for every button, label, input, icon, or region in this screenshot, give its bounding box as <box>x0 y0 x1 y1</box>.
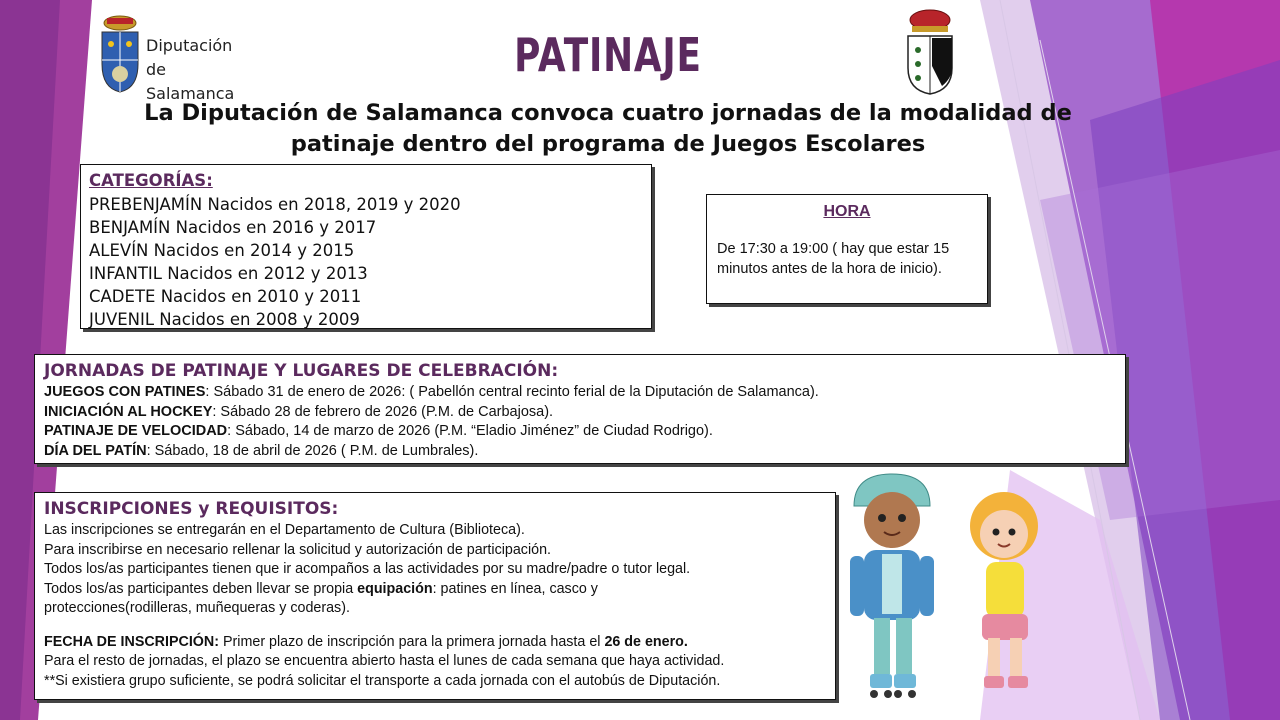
boy-skater-icon <box>850 474 934 698</box>
event-detail: : Sábado, 14 de marzo de 2026 (P.M. “Eladio Jiménez” de Ciudad Rodrigo). <box>227 423 713 439</box>
subtitle-line2: patinaje dentro del programa de Juegos Escolares <box>290 131 926 157</box>
registration-line: Para el resto de jornadas, el plazo se encuentra abierto hasta el lunes de cada semana que haya actividad. <box>44 653 725 669</box>
registration-text: : patines en línea, casco y <box>432 580 598 597</box>
category-item: BENJAMÍN Nacidos en 2016 y 2017 <box>89 218 377 237</box>
schedule-text <box>717 239 977 279</box>
event-item <box>44 403 1116 423</box>
registration-bold-text: equipación <box>357 580 433 597</box>
registration-line: Las inscripciones se entregarán en el Departamento de Cultura (Biblioteca). <box>44 522 525 538</box>
event-name: INICIACIÓN AL HOCKEY <box>44 403 213 420</box>
events-box <box>34 354 1126 464</box>
event-item <box>44 442 1116 462</box>
registration-text: Todos los/as participantes deben llevar se propia <box>44 580 358 597</box>
schedule-box <box>706 194 988 304</box>
events-heading: JORNADAS DE PATINAJE Y LUGARES DE CELEBRACIÓN: <box>44 361 559 381</box>
org-name-line1: Diputación <box>146 36 233 55</box>
event-name: JUEGOS CON PATINES <box>44 384 206 400</box>
category-item: JUVENIL Nacidos en 2008 y 2009 <box>89 310 360 329</box>
registration-line: protecciones(rodilleras, muñequeras y coderas). <box>44 600 350 616</box>
event-name: PATINAJE DE VELOCIDAD <box>44 423 228 439</box>
skating-kids-illustration <box>836 470 1046 706</box>
page-title: PATINAJE <box>514 28 702 82</box>
registration-line <box>44 580 826 600</box>
girl-skater-icon <box>970 492 1038 688</box>
registration-line: Todos los/as participantes tienen que ir acompaños a las actividades por su madre/padre o tutor legal. <box>44 561 691 577</box>
categories-box <box>80 164 652 329</box>
registration-date-line <box>44 633 826 653</box>
event-name: DÍA DEL PATÍN <box>44 442 147 459</box>
schedule-text-line2: minutos antes de la hora de inicio). <box>717 261 942 277</box>
categories-heading: CATEGORÍAS: <box>89 171 213 190</box>
registration-line: **Si existiera grupo suficiente, se podrá solicitar el transporte a cada jornada con el autobús de Diputación. <box>44 672 721 689</box>
event-detail: : Sábado, 18 de abril de 2026 ( P.M. de Lumbrales). <box>146 442 479 459</box>
registration-deadline: 26 de enero. <box>604 633 688 650</box>
event-detail: : Sábado 28 de febrero de 2026 (P.M. de Carbajosa). <box>212 403 554 420</box>
category-item: ALEVÍN Nacidos en 2014 y 2015 <box>89 241 355 260</box>
category-item: PREBENJAMÍN Nacidos en 2018, 2019 y 2020 <box>89 195 461 214</box>
category-item: INFANTIL Nacidos en 2012 y 2013 <box>89 264 368 283</box>
schedule-text-line1: De 17:30 a 19:00 ( hay que estar 15 <box>717 241 950 257</box>
registration-heading: INSCRIPCIONES y REQUISITOS: <box>44 499 339 519</box>
category-item: CADETE Nacidos en 2010 y 2011 <box>89 287 362 306</box>
schedule-heading: HORA <box>823 203 871 220</box>
registration-box <box>34 492 836 700</box>
registration-line: Para inscribirse en necesario rellenar la solicitud y autorización de participación. <box>44 541 552 558</box>
org-name-line2: de Salamanca <box>146 60 235 103</box>
page-subtitle <box>100 98 1116 160</box>
event-item <box>44 383 1116 403</box>
subtitle-line1: La Diputación de Salamanca convoca cuatro jornadas de la modalidad de <box>144 100 1072 126</box>
registration-date-text: Primer plazo de inscripción para la primera jornada hasta el <box>219 633 605 650</box>
event-item <box>44 422 1116 442</box>
registration-date-label: FECHA DE INSCRIPCIÓN: <box>44 633 220 650</box>
event-detail: : Sábado 31 de enero de 2026: ( Pabellón central recinto ferial de la Diputación de Salamanca). <box>205 384 819 400</box>
